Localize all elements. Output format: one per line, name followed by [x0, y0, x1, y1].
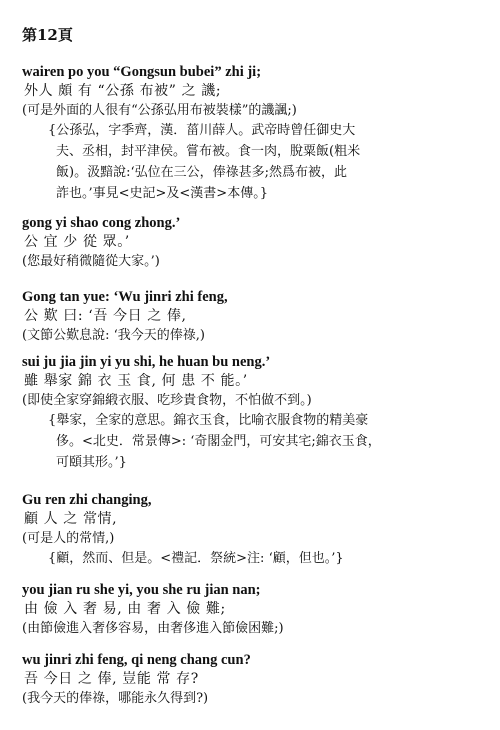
- chinese-line: 公 歎 曰: ‘吾 今日 之 俸,: [24, 308, 187, 324]
- pinyin-line: you jian ru she yi, you she ru jian nan;: [22, 582, 261, 598]
- note-line: 侈。<北史．常景傳>: ‘奇閣金門，可安其宅;錦衣玉食，: [56, 434, 381, 449]
- translation-line: (即使全家穿錦緞衣服、吃珍貴食物，不怕做不到。): [22, 393, 312, 408]
- chinese-line: 公 宜 少 從 眾。’: [24, 234, 130, 250]
- pinyin-line: sui ju jia jin yi yu shi, he huan bu neng.’: [22, 354, 271, 370]
- chinese-line: 外人 頗 有 “公孫 布被” 之 譏;: [24, 83, 222, 99]
- pinyin-line: gong yi shao cong zhong.’: [22, 215, 181, 231]
- verse-section: [22, 352, 492, 473]
- note-line: 夫、丞相，封平津侯。嘗布被。食一肉，脫粟飯(粗米: [56, 144, 361, 159]
- note-line: {顧，然而、但是。<禮記．祭統>注: ‘顧，但也。’}: [48, 551, 344, 566]
- page-number: 第12頁: [22, 26, 73, 44]
- translation-line: (由節儉進入奢侈容易，由奢侈進入節儉困難;): [22, 621, 284, 636]
- translation-line: (我今天的俸祿，哪能永久得到?): [22, 691, 209, 706]
- verse-section: [22, 650, 492, 708]
- verse-section: [22, 580, 492, 638]
- verse-section: [22, 62, 492, 204]
- chinese-line: 吾 今日 之 俸, 豈能 常 存?: [24, 671, 199, 687]
- note-line: {公孫弘，字季齊，漢．菑川薛人。武帝時曾任御史大: [48, 123, 356, 138]
- verse-section: [22, 490, 492, 569]
- note-line: 可頤其形。’}: [56, 455, 127, 470]
- annotation-note: [22, 548, 492, 569]
- pinyin-line: Gong tan yue: ‘Wu jinri zhi feng,: [22, 289, 228, 305]
- translation-line: (文節公歎息說: ‘我今天的俸祿,): [22, 328, 205, 343]
- translation-line: (可是外面的人很有“公孫弘用布被裝樣”的譏諷;): [22, 103, 297, 118]
- pinyin-line: wu jinri zhi feng, qi neng chang cun?: [22, 652, 251, 668]
- note-line: 飯)。汲黯說:‘弘位在三公，俸祿甚多;然爲布被，此: [56, 165, 347, 180]
- chinese-line: 由 儉 入 奢 易, 由 奢 入 儉 難;: [24, 601, 226, 617]
- verse-section: [22, 213, 492, 271]
- note-line: 詐也。’事見<史記>及<漢書>本傳。}: [56, 186, 268, 201]
- chinese-line: 雖 舉家 錦 衣 玉 食, 何 患 不 能。’: [24, 373, 248, 389]
- annotation-note: [22, 410, 492, 473]
- chinese-line: 顧 人 之 常情,: [24, 511, 118, 527]
- annotation-note: [22, 120, 492, 204]
- pinyin-line: Gu ren zhi changing,: [22, 492, 152, 508]
- translation-line: (您最好稍微隨從大家。’): [22, 254, 160, 269]
- note-line: {舉家，全家的意思。錦衣玉食，比喻衣服食物的精美豪: [48, 413, 369, 428]
- verse-section: [22, 287, 492, 345]
- pinyin-line: wairen po you “Gongsun bubei” zhi ji;: [22, 64, 262, 80]
- translation-line: (可是人的常情,): [22, 531, 115, 546]
